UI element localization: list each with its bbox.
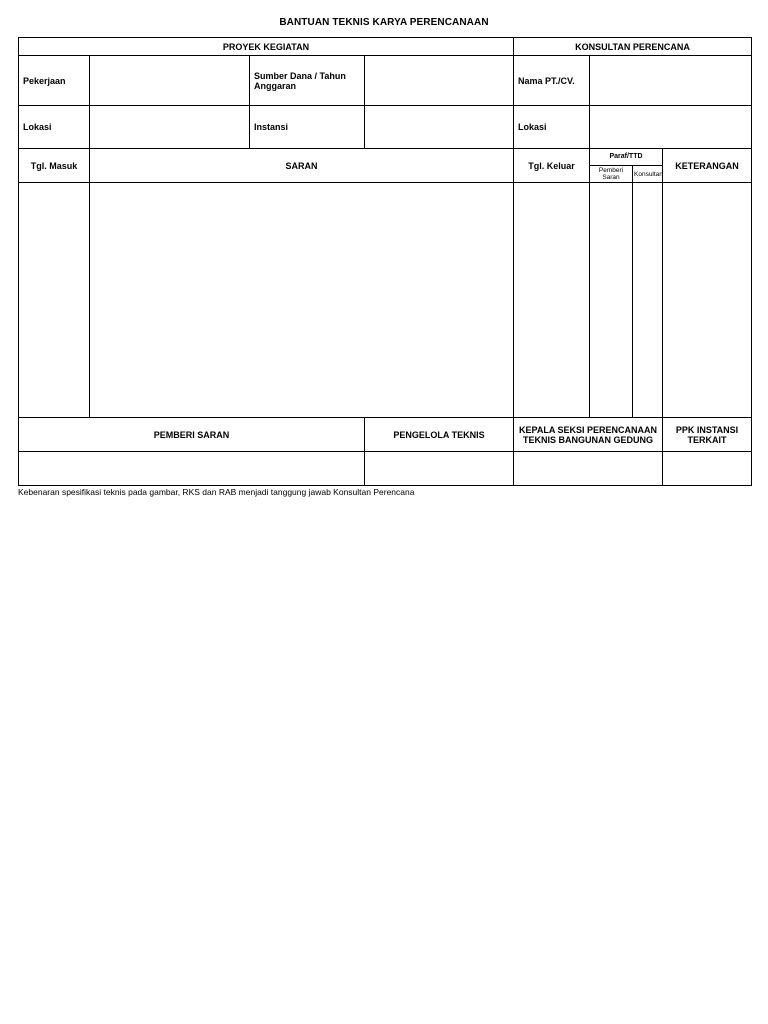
- body-paraf-konsultan[interactable]: [633, 183, 663, 418]
- body-paraf-pemberi[interactable]: [590, 183, 633, 418]
- col-keterangan: KETERANGAN: [663, 149, 752, 183]
- field-lokasi-konsultan[interactable]: [590, 106, 752, 149]
- body-keterangan[interactable]: [663, 183, 752, 418]
- col-tgl-masuk: Tgl. Masuk: [19, 149, 90, 183]
- sig-ppk-field[interactable]: [663, 452, 752, 486]
- label-instansi: Instansi: [250, 106, 365, 149]
- header-proyek-kegiatan: PROYEK KEGIATAN: [19, 38, 514, 56]
- label-lokasi: Lokasi: [19, 106, 90, 149]
- col-paraf-ttd: Paraf/TTD: [590, 149, 663, 166]
- col-saran: SARAN: [90, 149, 514, 183]
- form-table: [18, 37, 752, 486]
- label-lokasi-konsultan: Lokasi: [514, 106, 590, 149]
- col-pemberi-saran-small: Pemberi Saran: [590, 166, 633, 183]
- field-nama-pt[interactable]: [590, 56, 752, 106]
- footnote: Kebenaran spesifikasi teknis pada gambar, RKS dan RAB menjadi tanggung jawab Konsultan Perencana: [18, 487, 415, 497]
- header-konsultan-perencana: KONSULTAN PERENCANA: [514, 38, 752, 56]
- sig-pemberi-saran-label: PEMBERI SARAN: [19, 418, 365, 452]
- body-tgl-keluar[interactable]: [514, 183, 590, 418]
- label-sumber-dana: Sumber Dana / Tahun Anggaran: [250, 56, 365, 106]
- field-sumber-dana[interactable]: [365, 56, 514, 106]
- sig-kepala-seksi-label: KEPALA SEKSI PERENCANAAN TEKNIS BANGUNAN GEDUNG: [514, 418, 663, 452]
- body-saran[interactable]: [90, 183, 514, 418]
- sig-pengelola-teknis-field[interactable]: [365, 452, 514, 486]
- col-tgl-keluar: Tgl. Keluar: [514, 149, 590, 183]
- form-title: BANTUAN TEKNIS KARYA PERENCANAAN: [279, 17, 489, 28]
- body-tgl-masuk[interactable]: [19, 183, 90, 418]
- sig-pemberi-saran-field[interactable]: [19, 452, 365, 486]
- sig-pengelola-teknis-label: PENGELOLA TEKNIS: [365, 418, 514, 452]
- sig-ppk-label: PPK INSTANSI TERKAIT: [663, 418, 752, 452]
- label-nama-pt: Nama PT./CV.: [514, 56, 590, 106]
- col-konsultan-small: Konsultan: [633, 166, 663, 183]
- label-pekerjaan: Pekerjaan: [19, 56, 90, 106]
- sig-kepala-seksi-field[interactable]: [514, 452, 663, 486]
- field-pekerjaan[interactable]: [90, 56, 250, 106]
- field-instansi[interactable]: [365, 106, 514, 149]
- field-lokasi[interactable]: [90, 106, 250, 149]
